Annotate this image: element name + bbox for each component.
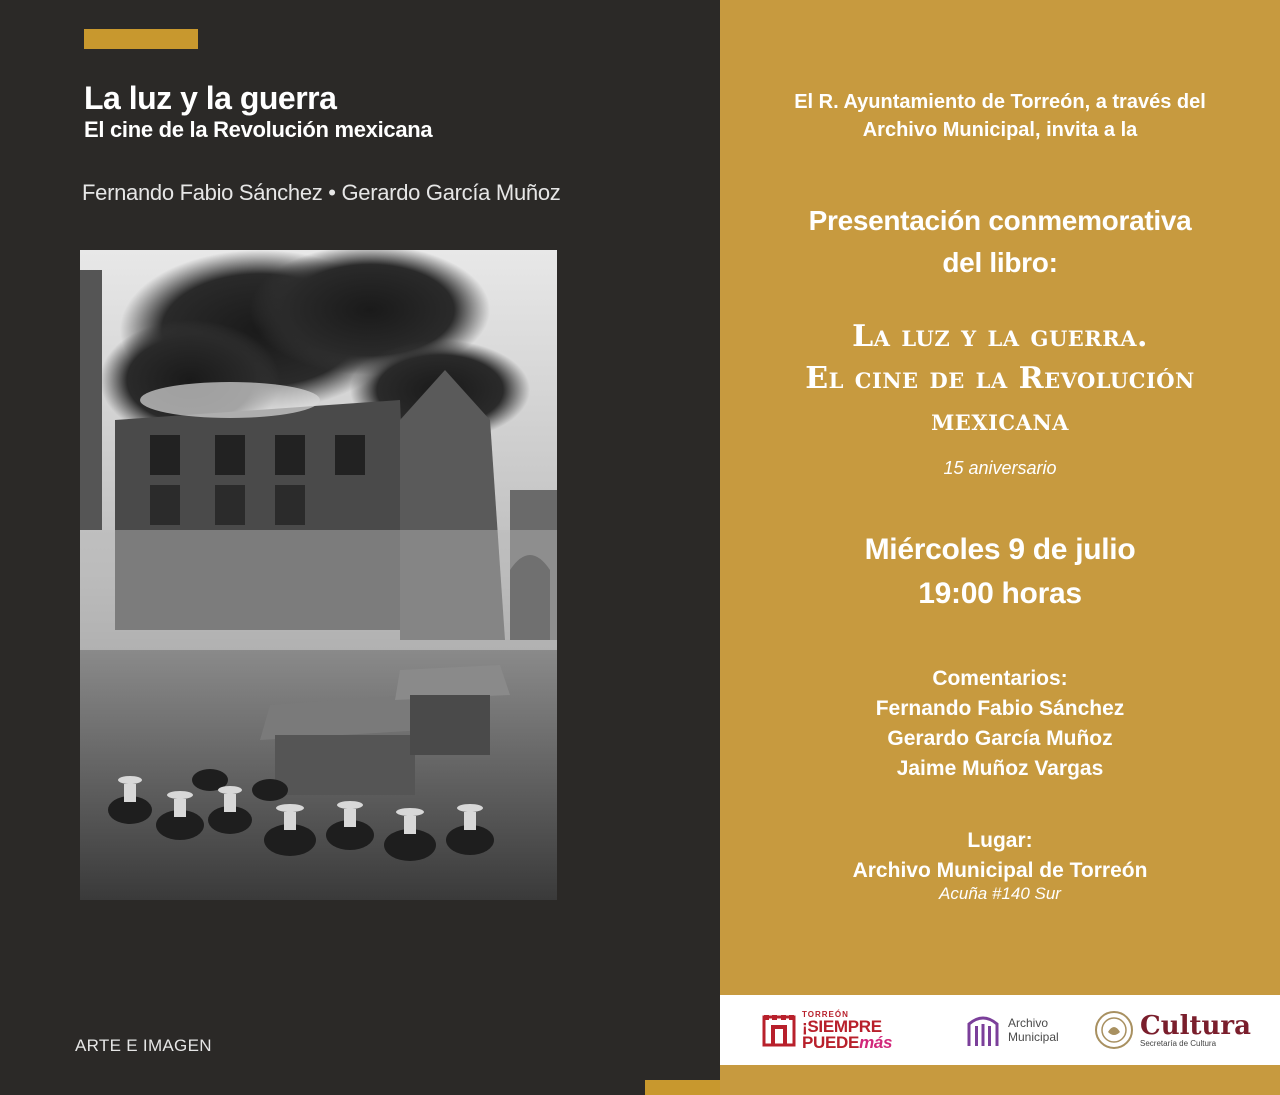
venue-label: Lugar: [967,829,1033,852]
torreon-castle-icon [762,1013,796,1047]
presentation-line-2: del libro: [942,247,1058,278]
cover-authors: Fernando Fabio Sánchez • Gerardo García Muñoz [82,180,561,205]
bottom-gold-strip [720,1065,1280,1095]
commentator-name: Fernando Fabio Sánchez [875,697,1125,720]
book-title [720,316,1280,442]
archivo-line-1: Archivo [1008,1016,1049,1030]
archivo-arch-icon [966,1012,1000,1048]
cover-photo [80,250,557,900]
sponsor-logos [720,995,1280,1065]
torreon-line-2: PUEDE [802,1032,860,1052]
presentation-line-1: Presentación conmemorativa [808,205,1192,236]
anniversary-label: 15 aniversario [943,458,1057,478]
venue-address: Acuña #140 Sur [939,884,1061,903]
cultura-subtitle: Secretaría de Cultura [1140,1038,1217,1048]
archivo-municipal-logo [966,995,1059,1065]
cover-accent-bar [84,29,198,49]
intro-line-2: Archivo Municipal, invita a la [862,119,1138,141]
burning-building-photo [80,250,557,900]
event-time: 19:00 horas [918,577,1082,610]
archivo-line-2: Municipal [1008,1030,1059,1044]
invitation-panel [720,0,1280,995]
cover-subtitle: El cine de la Revolución mexicana [84,117,433,142]
intro-line-1: El R. Ayuntamiento de Torreón, a través del [794,91,1206,113]
cultura-wordmark: Cultura [1140,1010,1251,1041]
commentators-label: Comentarios: [932,667,1068,690]
cover-bottom-accent [645,1080,720,1095]
cover-publisher: ARTE E IMAGEN [75,1036,212,1055]
book-title-line-2: El cine de la Revolución [805,361,1195,396]
commentator-name: Jaime Muñoz Vargas [896,757,1104,780]
presentation-heading [720,200,1280,284]
book-title-line-3: mexicana [931,403,1069,438]
mexico-seal-icon [1094,1010,1134,1050]
intro-text [720,88,1280,144]
book-title-line-1: La luz y la guerra. [852,319,1148,354]
venue-section [720,826,1280,886]
event-date: Miércoles 9 de julio [864,533,1136,566]
torreon-mas: más [859,1032,893,1052]
venue-name: Archivo Municipal de Torreón [852,859,1148,882]
cultura-logo [1094,995,1251,1065]
event-datetime [720,528,1280,616]
torreon-small-label: TORREÓN [802,1009,849,1019]
commentator-name: Gerardo García Muñoz [887,727,1113,750]
torreon-logo [762,995,892,1065]
cover-title: La luz y la guerra [84,80,337,116]
torreon-line-1: ¡SIEMPRE [802,1016,882,1036]
commentators-section [720,664,1280,784]
